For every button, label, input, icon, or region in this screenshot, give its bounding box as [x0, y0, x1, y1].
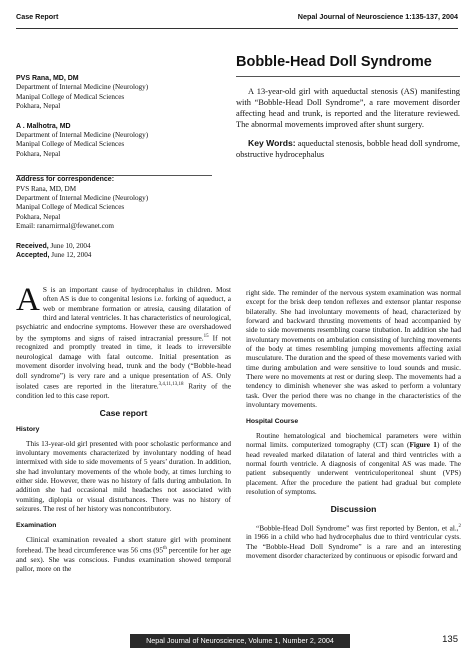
correspondence-label: Address for correspondence:	[16, 176, 115, 184]
author-info	[16, 74, 212, 271]
author-affiliation: Department of Internal Medicine (Neurology)	[16, 131, 149, 140]
correspondence-line: Manipal College of Medical Sciences	[16, 203, 125, 212]
discussion-paragraph: “Bobble-Head Doll Syndrome” was first reported by Benton, et al.,$^2$ in 1966 in a child who had hydrocephalus due to third ventricular cysts. The “Bobble-Head Doll Syndrome” is a rare and an interesting movement disorder characterized by continuous or episodic forward and	[246, 522, 461, 561]
correspondence-line: Department of Internal Medicine (Neurology)	[16, 194, 149, 203]
ref: 15	[203, 333, 209, 339]
author-affiliation: Department of Internal Medicine (Neurology)	[16, 83, 149, 92]
author-2	[16, 122, 212, 160]
section-heading-discussion: Discussion	[330, 504, 377, 515]
dropcap: A	[16, 282, 40, 318]
author-affiliation: Manipal College of Medical Sciences	[16, 92, 125, 101]
page-footer	[0, 634, 474, 650]
article-title: Bobble-Head Doll Syndrome	[236, 54, 432, 70]
running-header	[16, 10, 458, 24]
keywords-text: aqueductal stenosis, bobble head doll syndrome, obstructive hydrocephalus	[236, 139, 460, 159]
history-paragraph: This 13-year-old girl presented with poor scholastic performance and involuntary movements characterized by involuntary nodding of head intermixed with side to side movements of 5 years’ duration. In addition, she had involuntary movements of the whole body, at times lurching to either side. However, there was no history of falls during ambulation. In addition she had occasional mild headaches not associated with vomiting, diplopia or visual disturbances. There was no history of seizures. The rest of her history was noncontributory.	[16, 438, 231, 514]
intro-paragraph: A S is an important cause of hydrocephalus in children. Most often AS is due to congenital lesions i.e. forking of aqueduct, a web or membrane formation or atresia, causing dilatation of third and lateral ventricles. It has characteristics of neurological, psychiatric and endocrine symptoms. However these are overshadowed by the symptoms and signs of raised intracranial pressure.$^{15}$ If not recognized and promptly treated in time, it leads to irreversible neurological damage with fatal outcome. Initial presentation as movement disorder involving head, trunk and the body (“Bobble-head doll syndrome”) is very rare and a unique presentation of AS. Only isolated cases are reported in the literature.$^{3,4,11,13,18}$ Rarity of the condition led to this case report.	[16, 282, 231, 400]
header-rule	[16, 28, 458, 29]
examination-continued: right side. The reminder of the nervous system examination was normal except for the brisk deep tendon reflexes and extensor plantar response bilaterally. She had involuntary movements of head, characterized by forward and backward thrusting movements of head accompanied by side to side movements resembling coarse titubation. In addition she had involuntary movements on ambulation consisting of lurching movements of the body at times resembling jumping movements affecting axial musculature. The duration and the speed of these movements varied with time during ambulation and were sensitive to loud sounds and music. There were no movements at rest or during sleep. The movements had a tendency to diminish whenever she was asked to perform a voluntary task. Over the period there was no change in the characteristics of the involuntary movements.	[246, 288, 461, 410]
correspondence-line: Pokhara, Nepal	[16, 212, 61, 221]
subheading-hospital-course: Hospital Course	[246, 418, 299, 426]
examination-paragraph: Clinical examination revealed a short stature girl with prominent forehead. The head circumference was 56 cms (95th percentile for her age and sex). She was conscious. Fundus examination showed temporal pallor, more on the	[16, 534, 232, 574]
author-affiliation: Manipal College of Medical Sciences	[16, 140, 125, 149]
abstract	[236, 86, 460, 160]
accepted-date: Accepted, June 12, 2004	[16, 251, 92, 260]
author-name: PVS Rana, MD, DM	[16, 75, 79, 82]
correspondence-email: Email: ranarnirmal@fewanet.com	[16, 222, 115, 231]
author-affiliation: Pokhara, Nepal	[16, 102, 61, 111]
subheading-history: History	[16, 426, 40, 434]
figure-ref: Figure 1	[409, 440, 437, 450]
title-rule	[236, 76, 460, 77]
author-affiliation: Pokhara, Nepal	[16, 149, 61, 158]
author-1	[16, 74, 212, 112]
section-heading-case-report: Case report	[99, 407, 148, 418]
page-number: 135	[442, 634, 458, 645]
body-column-right	[246, 288, 461, 560]
article-dates	[16, 242, 212, 261]
journal-citation: Nepal Journal of Neuroscience 1:135-137, 2004	[297, 12, 458, 21]
correspondence-line: PVS Rana, MD, DM	[16, 184, 77, 193]
footer-journal: Nepal Journal of Neuroscience, Volume 1, Number 2, 2004	[130, 634, 350, 648]
keywords	[236, 138, 460, 160]
ref: 3,4,11,13,18	[158, 381, 184, 387]
keywords-label: Key Words:	[248, 138, 296, 148]
article-type: Case Report	[16, 12, 59, 21]
subheading-examination: Examination	[16, 522, 57, 530]
meta-rule	[16, 175, 212, 176]
body-column-left	[16, 282, 232, 574]
author-name: A . Malhotra, MD	[16, 122, 71, 130]
hospital-paragraph: Routine hematological and biochemical parameters were within normal limits. computerized tomography (CT) scan (Figure 1) of the head revealed marked dilatation of lateral and third ventricles with a normal fourth ventricle. A diagnosis of congenital AS was made. The patient subsequently underwent ventriculoperitoneal shunt (VPS) placement. After the procedure the patient had gradual but complete resolution of symptoms.	[246, 430, 461, 496]
received-date: Received, June 10, 2004	[16, 241, 91, 250]
abstract-text: A 13-year-old girl with aqueductal stenosis (AS) manifesting with “Bobble-Head Doll Syndrome”, a rare movement disorder affecting head and trunk, is reported and the literature reviewed. The abnormal movements improved after shunt surgery.	[236, 87, 460, 129]
correspondence	[16, 175, 212, 231]
